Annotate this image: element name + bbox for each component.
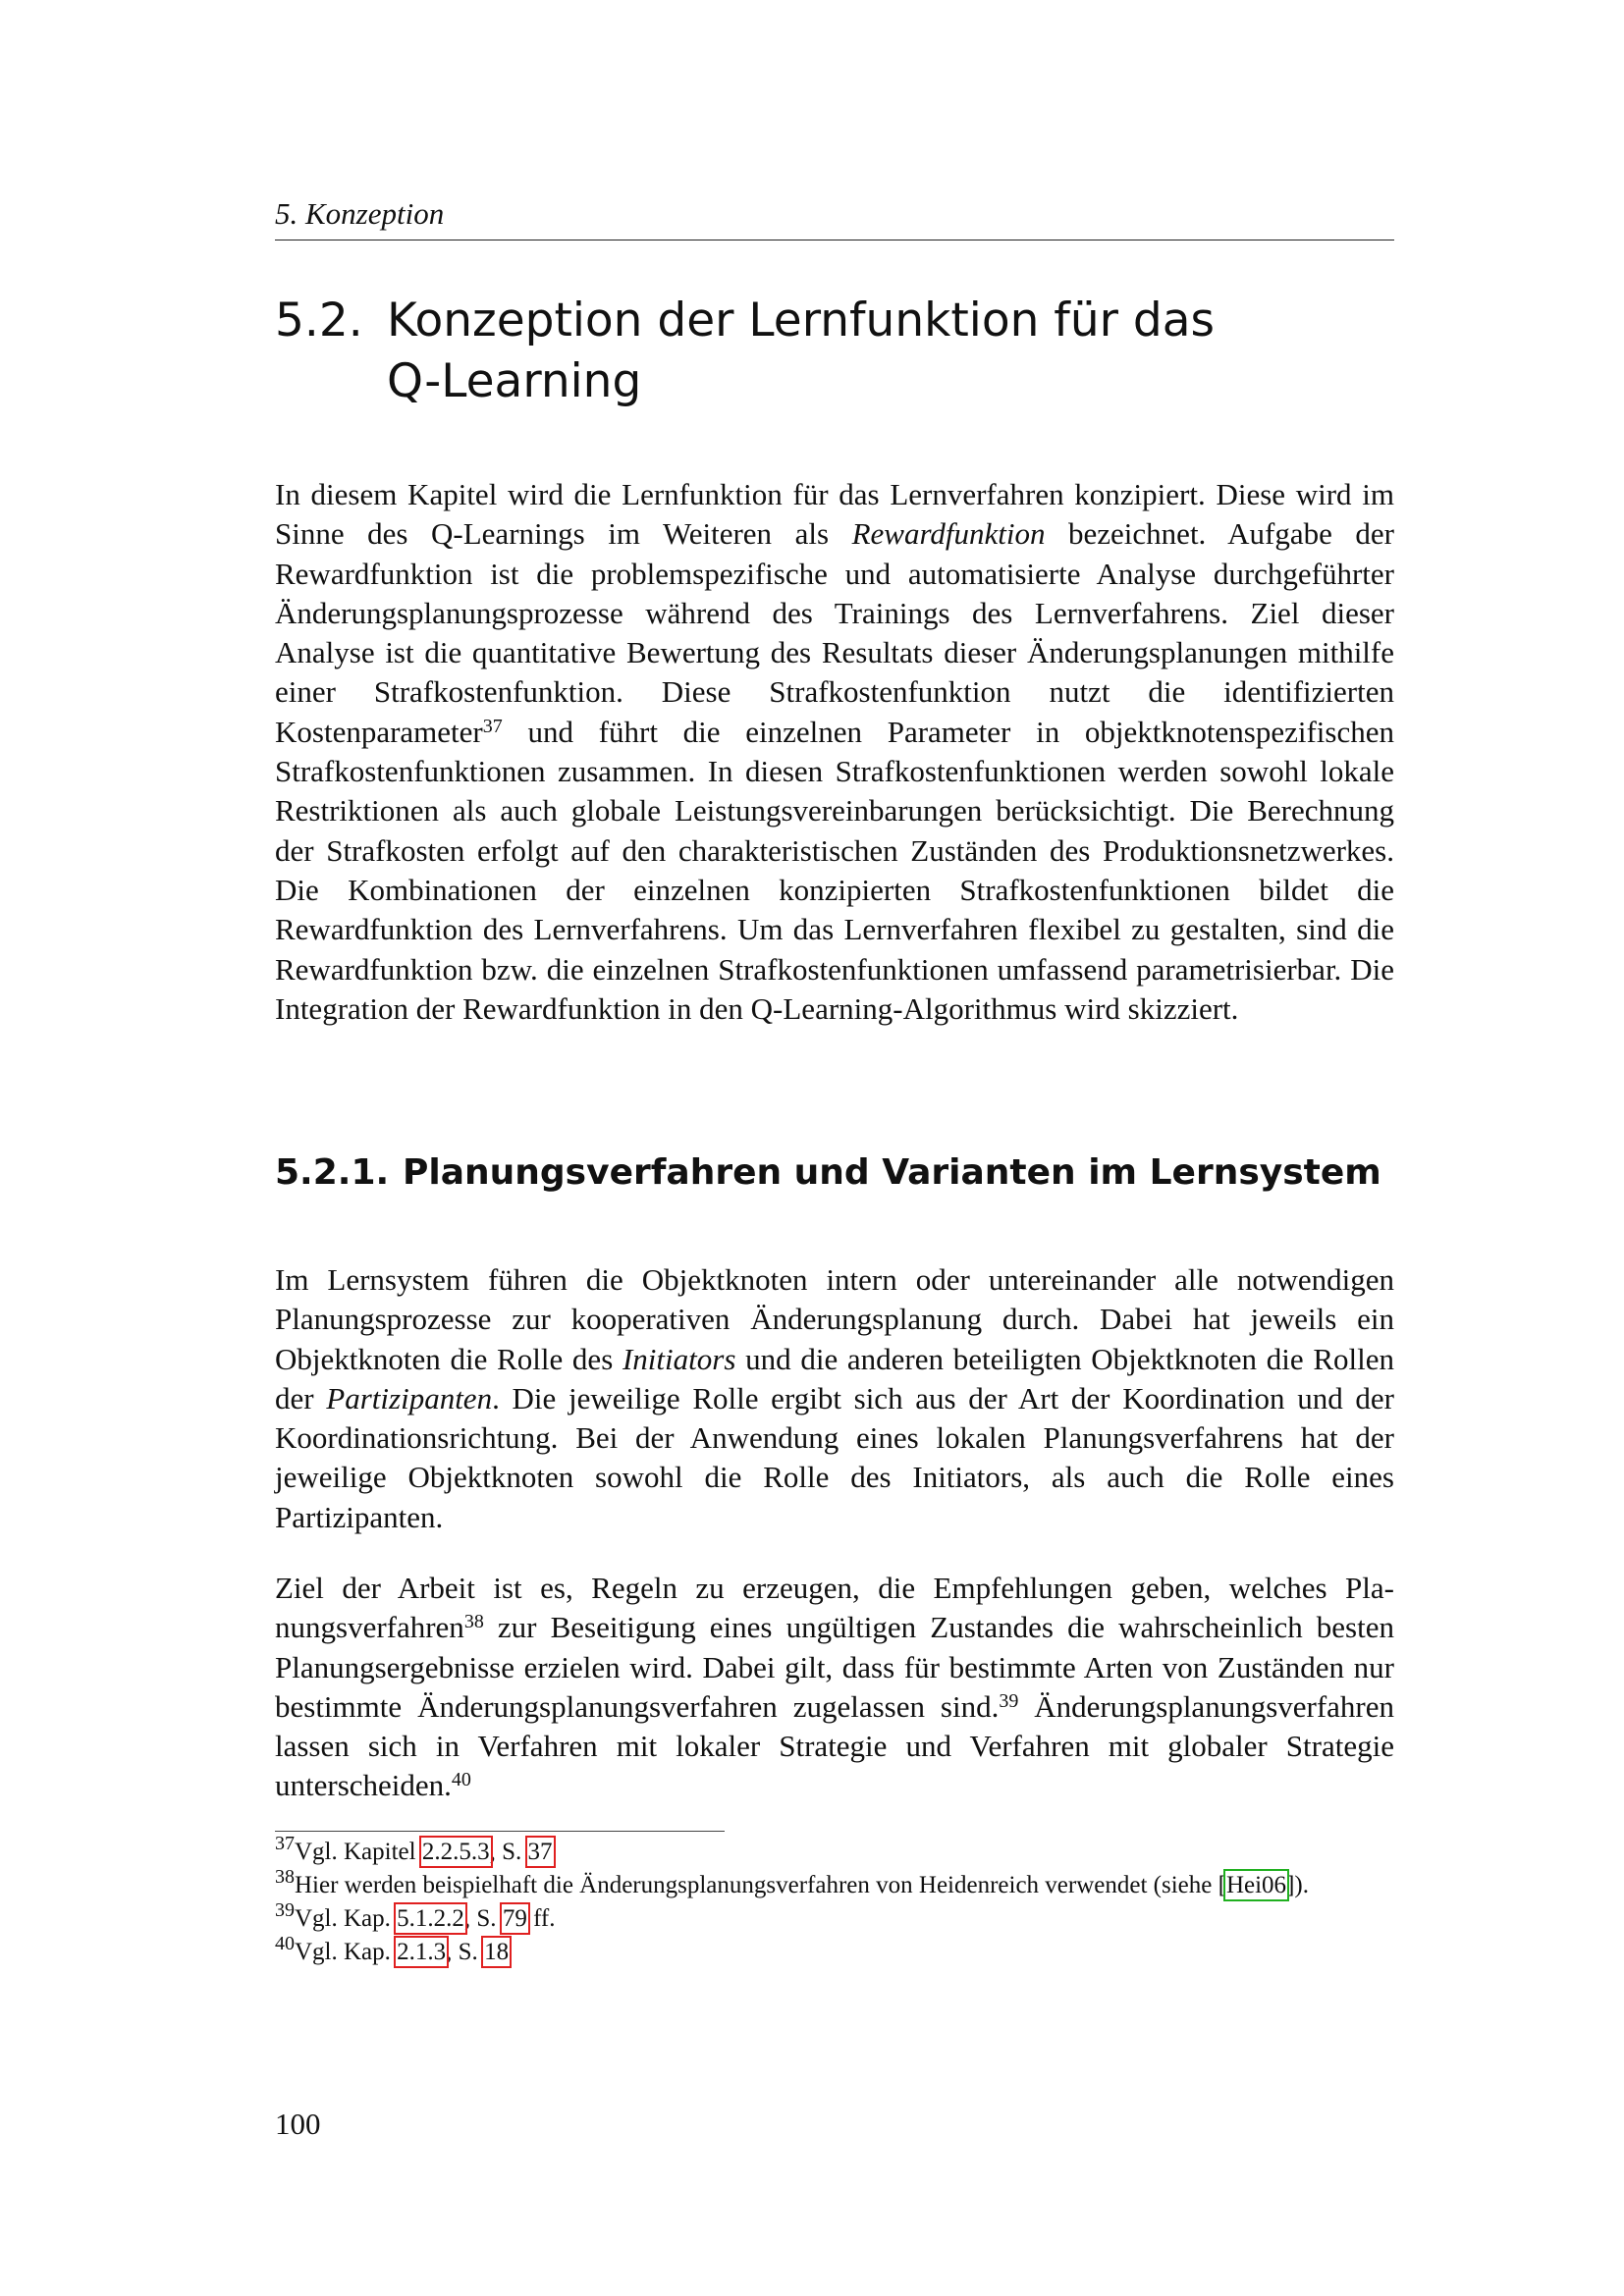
text-run: bezeichnet. Aufgabe der Rewardfunktion ist die problemspezifische und automatisierte Analyse durchgeführter Änderungsplanungsprozesse während des Trainings des Lernverfahrens. Ziel dieser Analyse ist die quantitative Bewertung des Resultats dieser Änderungsplanungen mithilfe einer Strafkostenfunktion. Diese Strafkostenfunktion nutzt die identifizierten Kostenparameter [275,516,1394,749]
text-run: und führt die einzelnen Parameter in objektknotenspezifischen Strafkostenfunktionen zusammen. In diesen Strafkostenfunktionen werden sowohl lokale Restriktionen als auch globale Leistungsvereinbarungen berücksichtigt. Die Berechnung der Strafkosten erfolgt auf den charakteristischen Zuständen des Produktionsnetzwerkes. Die Kombinationen der einzelnen konzipierten Strafkostenfunktionen bildet die Rewardfunktion des Lernverfahrens. Um das Lernverfahren flexibel zu gestalten, sind die Rewardfunktion bzw. die einzelnen Strafkostenfunktionen umfassend parametrisierbar. Die Integration der Rewardfunktion in den Q-Learning-Algorithmus wird skizziert. [275,714,1394,1026]
page-link[interactable]: 37 [527,1839,553,1865]
text-run: Änderungsplanungsverfahren lassen sich in Verfahren mit lokaler Strategie und Verfahren mit globaler Strategie unterscheiden. [275,1688,1395,1803]
footnote-number: 38 [275,1866,295,1888]
page-link[interactable]: 18 [484,1939,510,1965]
footnote-marker[interactable]: 40 [451,1769,471,1791]
chapter-link[interactable]: 2.1.3 [397,1939,447,1965]
section-title-line1: Konzeption der Lernfunktion für das [387,294,1216,347]
footnote-number: 39 [275,1899,295,1921]
running-head: 5. Konzeption [275,196,1394,240]
footnote-39 [275,1899,1394,1936]
footnote-text: , S. [489,1839,528,1865]
footnote-text: Vgl. Kap. [295,1939,398,1965]
footnotes [275,1833,1394,1969]
section-number: 5.2. [275,294,363,347]
footnote-text: Vgl. Kapitel [295,1839,422,1865]
emphasis-term: Partizipanten [326,1380,493,1415]
paragraph-goal [275,1569,1394,1806]
text-run: zur Beseitigung eines ungültigen Zustandes die wahrscheinlich besten Planungsergebnisse erzielen wird. Dabei gilt, dass für bestimmte Arten von Zuständen nur bestimmte Änderungsplanungsverfahren zugelassen sind. [275,1610,1394,1724]
section-heading [275,291,1215,412]
footnote-marker[interactable]: 39 [999,1689,1019,1712]
paragraph-roles [275,1260,1394,1537]
footnote-text: , S. [463,1905,503,1932]
footnote-rule [275,1831,725,1832]
footnote-text: ff. [526,1905,556,1932]
text-run: und die anderen beteiligten Objektknoten die Rollen der [275,1341,1395,1415]
chapter-link[interactable]: 2.2.5.3 [421,1839,490,1865]
footnote-40 [275,1933,1394,1969]
section-title-line2: Q-Learning [387,354,642,408]
page-link[interactable]: 79 [502,1905,527,1932]
footnote-number: 40 [275,1933,295,1954]
footnote-marker[interactable]: 38 [463,1611,484,1633]
subsection-number: 5.2.1. [275,1152,390,1193]
text-run: . Die jeweilige Rolle ergibt sich aus der Art der Koordination und der Koordinationsrichtung. Bei der Anwendung eines lokalen Planungsverfahrens hat der jeweilige Objektknoten sowohl die Rolle des Initiators, als auch die Rolle eines Partizipanten. [275,1380,1394,1534]
footnote-text: Hier werden beispielhaft die Änderungsplanungsverfahren von Heidenreich verwendet (siehe [295,1872,1218,1898]
emphasis-term: Rewardfunktion [851,516,1046,552]
footnote-text: Vgl. Kap. [295,1905,398,1932]
section-title [387,291,1215,412]
text-run: Ziel der Arbeit ist es, Regeln zu erzeugen, die Empfehlungen geben, welches Planungsverfahren [275,1571,1394,1645]
footnote-marker[interactable]: 37 [482,715,503,737]
subsection-heading [275,1152,1381,1193]
citation-link[interactable]: Hei06 [1225,1872,1287,1898]
chapter-link[interactable]: 5.1.2.2 [397,1905,464,1932]
footnote-37 [275,1833,1394,1869]
footnote-text: , S. [446,1939,485,1965]
footnote-number: 37 [275,1833,295,1854]
emphasis-term: Initiators [622,1341,736,1376]
paragraph-intro [275,475,1394,1029]
subsection-title: Planungsverfahren und Varianten im Lernsystem [403,1152,1381,1193]
footnote-text: [ [1218,1872,1226,1898]
footnote-text: ]). [1286,1872,1309,1898]
page-number: 100 [275,2107,321,2141]
text-run: In diesem Kapitel wird die Lernfunktion für das Lernverfahren konzipiert. Diese wird im Sinne des Q-Learnings im Weiteren als [275,477,1394,552]
text-run: Im Lernsystem führen die Objektknoten intern oder untereinander alle notwendigen Planungsprozesse zur kooperativen Änderungsplanung durch. Dabei hat jeweils ein Objektknoten die Rolle des [275,1262,1394,1376]
footnote-38 [275,1866,1394,1902]
